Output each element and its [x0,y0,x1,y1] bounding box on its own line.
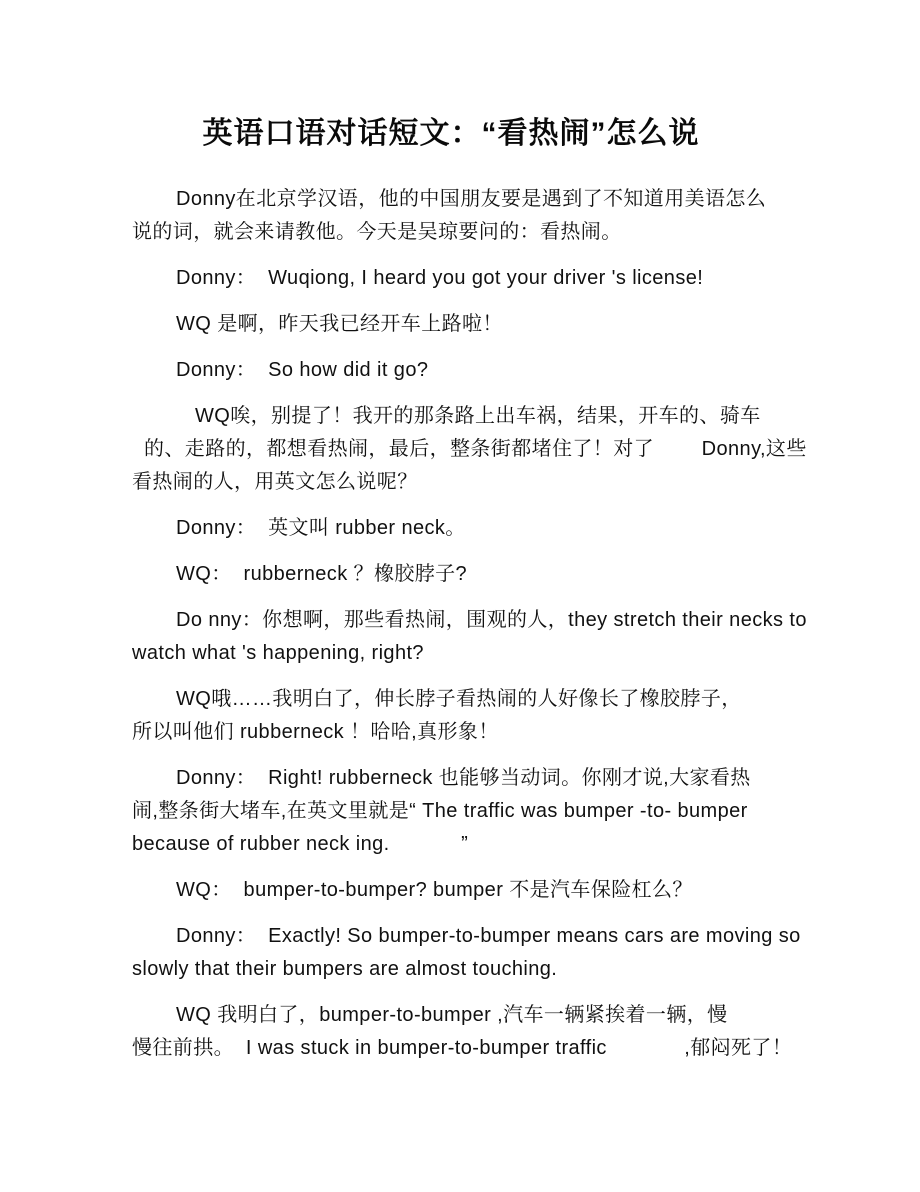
text-line: Donny： Right! rubberneck 也能够当动词。你刚才说,大家看热 [176,767,751,789]
text-line: Donny： Exactly! So bumper-to-bumper means cars are moving so [176,925,801,947]
text-line: Donny： So how did it go? [176,359,429,381]
text-line: 看热闹的人，用英文怎么说呢？ [132,471,418,493]
dialogue-paragraph-wq [132,874,770,907]
dialogue-paragraph-wq [132,400,807,499]
text-line: Donny在北京学汉语，他的中国朋友要是遇到了不知道用美语怎么 [176,188,767,210]
dialogue-paragraph-donny [132,512,770,545]
document-title: 英语口语对话短文：“看热闹”怎么说 [202,117,700,150]
text-line: 闹,整条街大堵车,在英文里就是“ The traffic was bumper -to- bumper [132,800,748,822]
dialogue-paragraph-donny [132,604,807,670]
text-line: WQ 我明白了，bumper-to-bumper ,汽车一辆紧挨着一辆，慢 [176,1004,728,1026]
dialogue-paragraph-wq [132,683,770,749]
dialogue-paragraph-donny [132,262,770,295]
text-line: WQ： rubberneck ？橡胶脖子? [176,563,468,585]
text-line: 所以叫他们 rubberneck ！哈哈,真形象！ [132,721,499,743]
text-line: WQ 是啊，昨天我已经开车上路啦！ [176,313,503,335]
text-line: Donny： 英文叫 rubber neck。 [176,517,466,539]
text-line: Do nny：你想啊，那些看热闹，围观的人，they stretch their necks to [176,609,807,631]
intro-paragraph [132,183,770,249]
text-line: watch what 's happening, right? [132,642,424,664]
dialogue-paragraph-donny [132,920,801,986]
text-line: 说的词，就会来请教他。今天是吴琼要问的：看热闹。 [132,221,622,243]
dialogue-paragraph-wq [132,999,793,1065]
text-line: because of rubber neck ing. ” [132,833,469,855]
text-line: 的、走路的，都想看热闹，最后，整条街都堵住了！对了 Donny,这些 [144,438,807,460]
document-body [132,183,807,1065]
dialogue-paragraph-wq [132,558,770,591]
dialogue-paragraph-wq [132,308,770,341]
dialogue-paragraph-donny [132,762,770,861]
text-line: WQ： bumper-to-bumper? bumper 不是汽车保险杠么？ [176,879,693,901]
text-line: 慢往前拱。 I was stuck in bumper-to-bumper traffic ,郁闷死了！ [132,1037,793,1059]
text-line: WQ哦……我明白了，伸长脖子看热闹的人好像长了橡胶脖子， [176,688,742,710]
text-line: WQ唉，别提了！我开的那条路上出车祸，结果，开车的、骑车 [195,405,761,427]
text-line: Donny： Wuqiong, I heard you got your driver 's license! [176,267,704,289]
dialogue-paragraph-donny [132,354,770,387]
text-line: slowly that their bumpers are almost touching. [132,958,558,980]
